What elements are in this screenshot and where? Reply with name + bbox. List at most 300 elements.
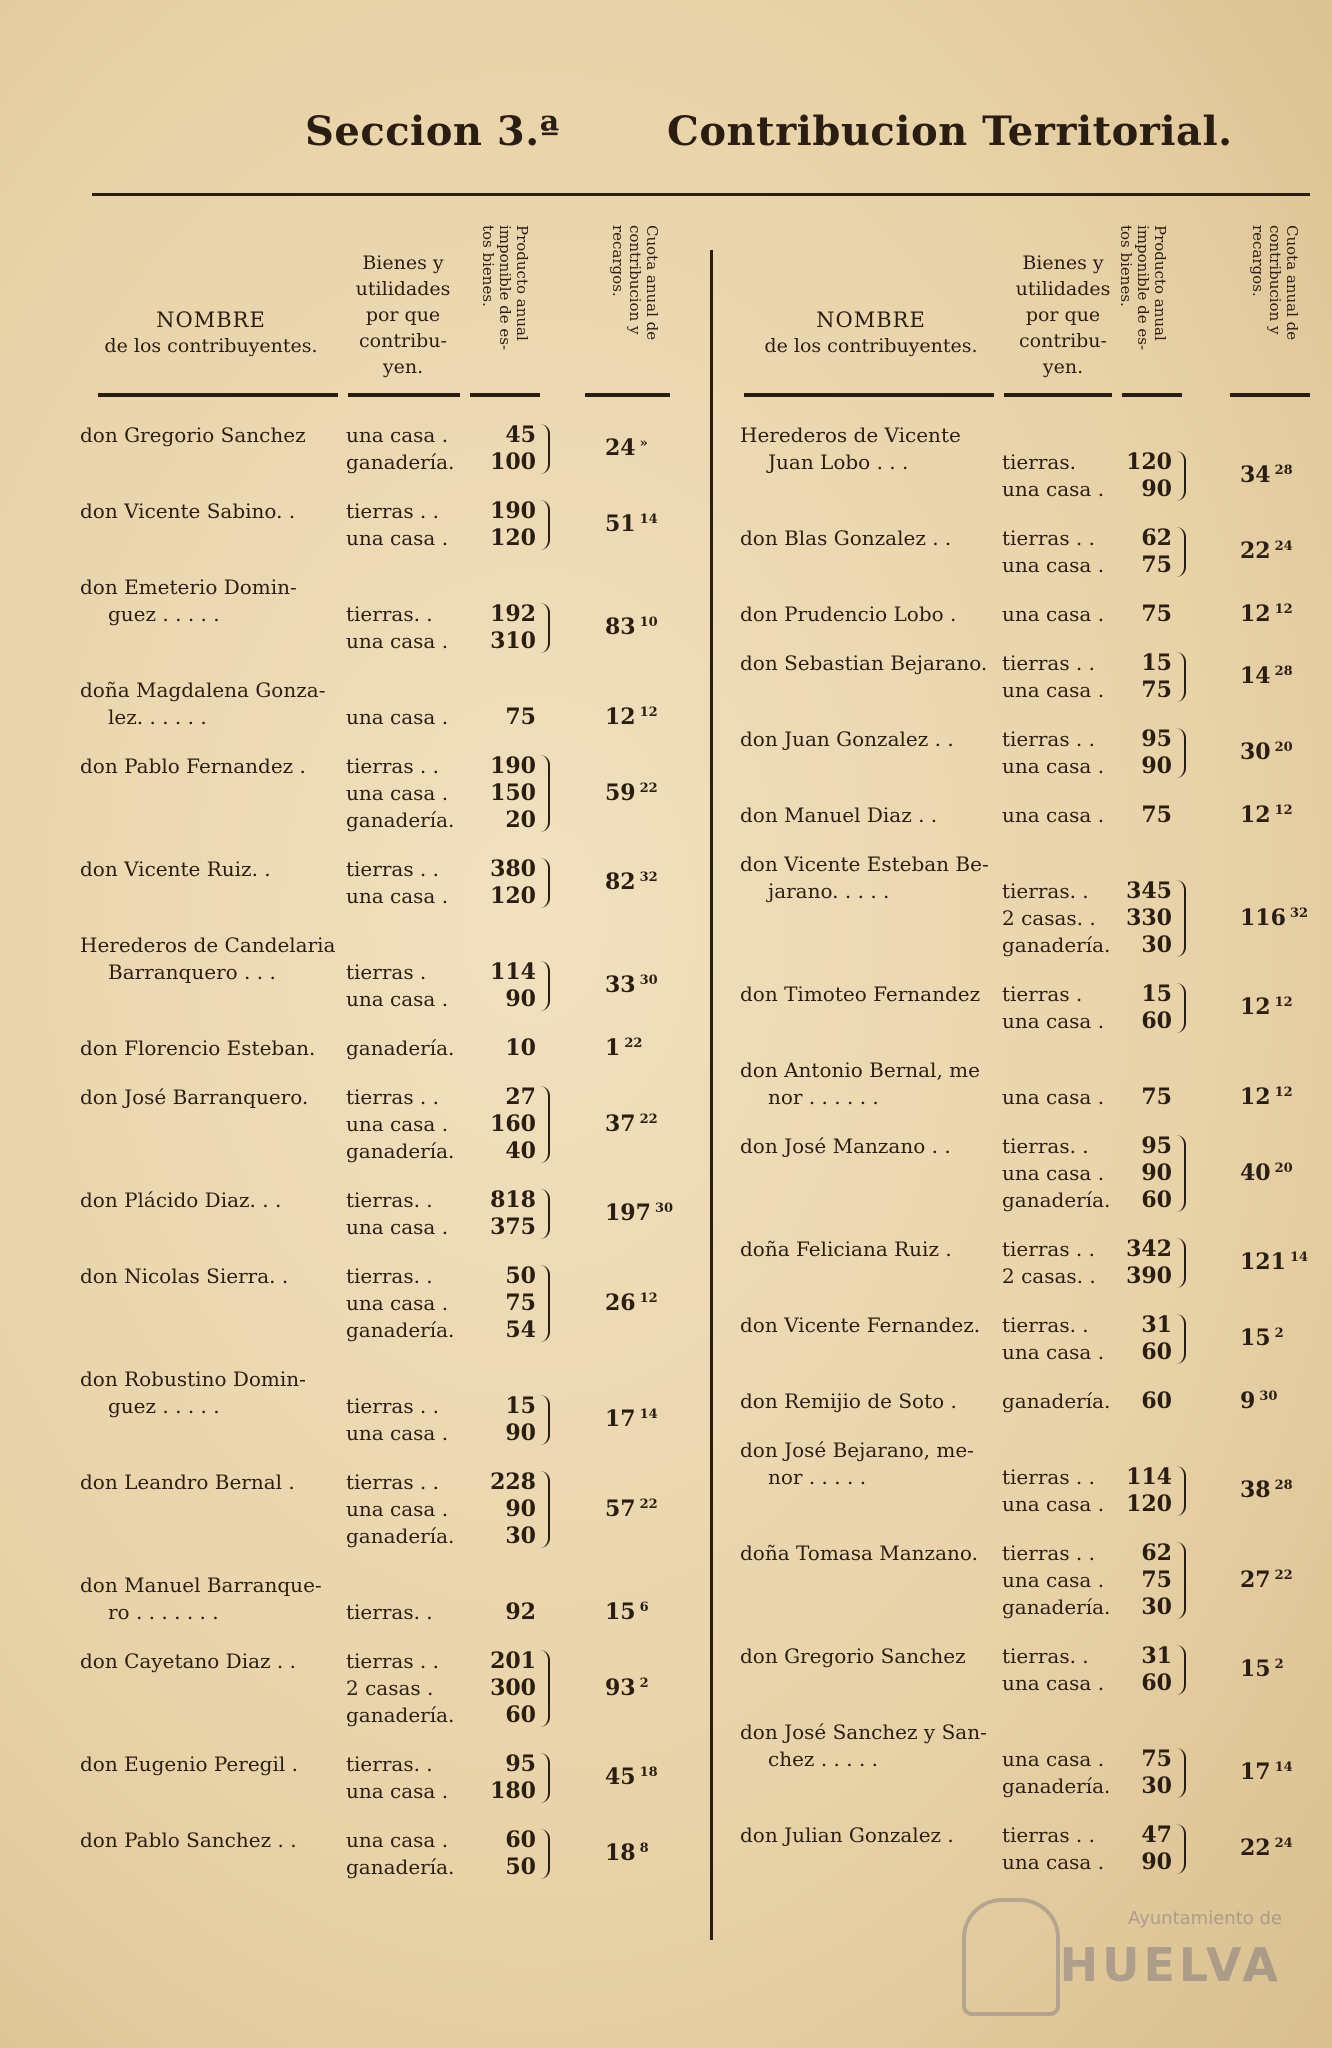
bienes-cell: una casa . xyxy=(346,884,449,908)
table-row xyxy=(740,525,1315,579)
entry-line xyxy=(80,1469,672,1496)
bienes-cell: una casa . xyxy=(1002,1492,1105,1516)
cuota-value: 30 xyxy=(1240,739,1271,765)
header-producto-line: Producto anual xyxy=(513,225,531,341)
producto-cell: 114 xyxy=(490,959,536,985)
bienes-cell: tierras. . xyxy=(346,1188,433,1212)
producto-cell: 120 xyxy=(490,883,536,909)
table-row xyxy=(80,1187,672,1241)
bienes-cell: tierras . . xyxy=(346,1649,440,1673)
header-bienes xyxy=(1002,250,1124,380)
contributor-name: don José Barranquero. xyxy=(80,1085,309,1109)
header-producto xyxy=(1112,225,1168,383)
producto-cell: 390 xyxy=(1126,1263,1172,1289)
entry-line xyxy=(80,1854,672,1881)
contributor-name: don Vicente Fernandez. xyxy=(740,1313,981,1337)
cuota-cents: 12 xyxy=(1274,995,1293,1010)
producto-cell: 30 xyxy=(1141,932,1172,958)
cuota-cell xyxy=(605,1496,658,1522)
cuota-value: 12 xyxy=(1240,801,1271,828)
entry-line xyxy=(740,1437,1315,1464)
contributor-name: don Prudencio Lobo . xyxy=(740,602,957,626)
cuota-cell xyxy=(605,1200,673,1226)
entry-line xyxy=(80,1317,672,1344)
bienes-cell: 2 casas. . xyxy=(1002,1264,1096,1288)
contributor-name: chez . . . . . xyxy=(768,1747,879,1771)
entry-line xyxy=(740,1643,1315,1670)
contributor-name: lez. . . . . . xyxy=(108,705,207,729)
table-row xyxy=(740,601,1315,628)
cuota-cents: 14 xyxy=(1274,1760,1293,1775)
header-rule xyxy=(470,393,540,397)
entry-line xyxy=(740,1008,1315,1035)
entry-line xyxy=(740,1849,1315,1876)
header-nombre-title: NOMBRE xyxy=(156,308,266,332)
header-bienes-line: por que xyxy=(1025,304,1101,326)
brace-icon xyxy=(540,1829,550,1879)
bienes-cell: tierras. xyxy=(1002,450,1076,474)
cuota-cents: 18 xyxy=(639,1765,658,1780)
bienes-cell: tierras . . xyxy=(346,1470,440,1494)
contributor-name: don Vicente Sabino. . xyxy=(80,499,296,523)
bienes-cell: una casa . xyxy=(1002,678,1105,702)
entry-line xyxy=(740,1339,1315,1366)
brace-icon xyxy=(1176,527,1186,577)
table-row xyxy=(740,1437,1315,1518)
entry-line xyxy=(80,704,672,731)
contributor-name: don Julian Gonzalez . xyxy=(740,1823,954,1847)
brace-icon xyxy=(1176,652,1186,702)
header-rule xyxy=(1122,393,1182,397)
cuota-cell xyxy=(605,614,658,640)
producto-cell: 90 xyxy=(505,1496,536,1522)
cuota-value: 121 xyxy=(1240,1249,1286,1275)
cuota-cell xyxy=(605,511,658,537)
contributor-name: don Sebastian Bejarano. xyxy=(740,651,988,675)
entry-line xyxy=(80,1827,672,1854)
producto-cell: 50 xyxy=(505,1854,536,1880)
cuota-value: 38 xyxy=(1240,1477,1271,1503)
entry-line xyxy=(740,1388,1315,1415)
cuota-value: 37 xyxy=(605,1110,636,1137)
contributor-name: don Nicolas Sierra. . xyxy=(80,1264,289,1288)
header-nombre-sub: de los contribuyentes. xyxy=(104,335,318,357)
cuota-cents: » xyxy=(639,436,648,451)
brace-icon xyxy=(540,1650,550,1727)
header-nombre xyxy=(80,307,342,359)
producto-cell: 310 xyxy=(490,628,536,654)
cuota-cell xyxy=(605,1406,658,1432)
header-cuota-line: Cuota anual de xyxy=(1283,225,1301,341)
producto-cell: 50 xyxy=(505,1263,536,1289)
bienes-cell: una casa . xyxy=(1002,1085,1105,1109)
cuota-cell xyxy=(605,435,648,461)
cuota-cents: 10 xyxy=(639,615,658,630)
producto-cell: 201 xyxy=(490,1648,536,1674)
bienes-cell: una casa . xyxy=(1002,754,1105,778)
producto-cell: 95 xyxy=(1141,726,1172,752)
producto-cell: 120 xyxy=(1126,1491,1172,1517)
cuota-value: 34 xyxy=(1240,462,1271,488)
cuota-value: 59 xyxy=(605,779,636,806)
entry-line xyxy=(80,1084,672,1111)
cuota-value: 9 xyxy=(1240,1387,1256,1414)
producto-cell: 60 xyxy=(1141,1670,1172,1696)
entry-line xyxy=(740,851,1315,878)
header-rule xyxy=(1004,393,1112,397)
bienes-cell: tierras . . xyxy=(1002,727,1096,751)
watermark-line2: HUELVA xyxy=(1059,1938,1282,1992)
entry-line xyxy=(80,1496,672,1523)
producto-cell: 120 xyxy=(490,525,536,551)
producto-cell: 90 xyxy=(1141,1160,1172,1186)
brace-icon xyxy=(540,858,550,908)
producto-cell: 62 xyxy=(1141,525,1172,551)
cuota-cell xyxy=(1240,1325,1284,1351)
header-rule xyxy=(585,393,670,397)
table-row xyxy=(740,1822,1315,1876)
producto-cell: 62 xyxy=(1141,1540,1172,1566)
cuota-cell xyxy=(1240,601,1293,627)
entry-line xyxy=(740,1263,1315,1290)
cuota-value: 40 xyxy=(1240,1159,1271,1186)
cuota-value: 15 xyxy=(1240,1656,1271,1682)
producto-cell: 375 xyxy=(490,1214,536,1240)
entry-line xyxy=(80,525,672,552)
table-row xyxy=(80,1035,672,1062)
bienes-cell: ganadería. xyxy=(346,808,455,832)
bienes-cell: una casa . xyxy=(346,1828,449,1852)
cuota-cents: 12 xyxy=(1274,601,1293,617)
brace-icon xyxy=(1176,1748,1186,1798)
entry-line xyxy=(740,802,1315,829)
cuota-cents: 22 xyxy=(1274,1567,1293,1583)
crest-icon xyxy=(962,1898,1060,2016)
cuota-value: 18 xyxy=(605,1840,636,1866)
entry-line xyxy=(740,1540,1315,1567)
brace-icon xyxy=(1176,880,1186,957)
entry-line xyxy=(80,883,672,910)
bienes-cell: ganadería. xyxy=(346,1524,455,1548)
cuota-value: 26 xyxy=(605,1289,636,1316)
bienes-cell: tierras. . xyxy=(1002,1644,1089,1668)
cuota-cents: 30 xyxy=(654,1201,674,1216)
bienes-cell: ganadería. xyxy=(346,1855,455,1879)
entry-line xyxy=(740,753,1315,780)
cuota-cents: 8 xyxy=(639,1841,649,1856)
table-row xyxy=(80,753,672,834)
entry-line xyxy=(740,1464,1315,1491)
bienes-cell: tierras . . xyxy=(1002,1541,1096,1565)
producto-cell: 818 xyxy=(490,1187,536,1213)
bienes-cell: una casa . xyxy=(1002,602,1105,626)
entry-line xyxy=(740,422,1315,449)
producto-cell: 75 xyxy=(1141,601,1172,627)
producto-cell: 90 xyxy=(1141,1849,1172,1875)
contributor-name: don Manuel Diaz . . xyxy=(740,803,938,827)
brace-icon xyxy=(1176,451,1186,501)
entry-line xyxy=(80,498,672,525)
entry-line xyxy=(740,981,1315,1008)
cuota-value: 12 xyxy=(605,703,636,730)
entries-left xyxy=(80,422,672,1881)
entry-line xyxy=(80,1572,672,1599)
contributor-name: don Plácido Diaz. . . xyxy=(80,1188,282,1212)
cuota-cents: 30 xyxy=(1259,1388,1278,1404)
bienes-cell: ganadería. xyxy=(346,1318,455,1342)
header-cuota-line: Cuota anual de xyxy=(643,225,661,341)
cuota-value: 45 xyxy=(605,1764,636,1790)
brace-icon xyxy=(1176,983,1186,1033)
bienes-cell: tierras . . xyxy=(346,1394,440,1418)
entry-line xyxy=(740,1187,1315,1214)
producto-cell: 300 xyxy=(490,1675,536,1701)
header-bienes-line: por que xyxy=(365,304,441,326)
header-bienes-line: contribu- xyxy=(359,330,447,352)
cuota-cell xyxy=(1240,802,1293,828)
column-divider xyxy=(710,250,713,1940)
table-row xyxy=(740,802,1315,829)
bienes-cell: una casa . xyxy=(346,781,449,805)
header-rule xyxy=(98,393,338,397)
entry-line xyxy=(740,449,1315,476)
producto-cell: 100 xyxy=(490,449,536,475)
bienes-cell: tierras . xyxy=(346,960,427,984)
table-row xyxy=(80,498,672,552)
producto-cell: 15 xyxy=(1141,981,1172,1007)
entry-line xyxy=(80,449,672,476)
cuota-cell xyxy=(1240,1759,1293,1785)
producto-cell: 95 xyxy=(1141,1133,1172,1159)
cuota-cell xyxy=(605,704,658,730)
header-rule xyxy=(744,393,994,397)
brace-icon xyxy=(540,755,550,832)
producto-cell: 330 xyxy=(1126,905,1172,931)
header-bienes-line: utilidades xyxy=(355,278,451,300)
producto-cell: 95 xyxy=(505,1751,536,1777)
cuota-cell xyxy=(1240,462,1293,488)
bienes-cell: tierras. . xyxy=(346,602,433,626)
brace-icon xyxy=(540,1189,550,1239)
brace-icon xyxy=(540,1471,550,1548)
brace-icon xyxy=(1176,1824,1186,1874)
cuota-value: 17 xyxy=(605,1406,636,1432)
bienes-cell: tierras. . xyxy=(1002,879,1089,903)
table-row xyxy=(740,1057,1315,1111)
entry-line xyxy=(740,1057,1315,1084)
cuota-cents: 28 xyxy=(1274,664,1293,679)
title-rule xyxy=(92,193,1310,196)
table-row xyxy=(740,1719,1315,1800)
entry-line xyxy=(740,1084,1315,1111)
entry-line xyxy=(80,856,672,883)
contributor-name: don Pablo Sanchez . . xyxy=(80,1828,297,1852)
header-bienes-line: yen. xyxy=(382,356,424,378)
producto-cell: 192 xyxy=(490,601,536,627)
producto-cell: 30 xyxy=(1141,1773,1172,1799)
contributor-name: guez . . . . . xyxy=(108,1394,220,1418)
bienes-cell: tierras. . xyxy=(1002,1134,1089,1158)
bienes-cell: tierras . . xyxy=(346,857,440,881)
producto-cell: 92 xyxy=(505,1599,536,1625)
bienes-cell: una casa . xyxy=(346,705,449,729)
entry-line xyxy=(80,1778,672,1805)
contributor-name: don Remijio de Soto . xyxy=(740,1389,957,1413)
producto-cell: 45 xyxy=(505,422,536,448)
contributor-name: guez . . . . . xyxy=(108,602,220,626)
entry-line xyxy=(80,1214,672,1241)
entry-line xyxy=(80,1393,672,1420)
brace-icon xyxy=(1176,728,1186,778)
cuota-cents: 20 xyxy=(1274,1160,1293,1176)
entry-line xyxy=(80,1263,672,1290)
contributor-name: don Vicente Ruiz. . xyxy=(80,857,271,881)
brace-icon xyxy=(1176,1135,1186,1212)
table-row xyxy=(740,1540,1315,1621)
bienes-cell: tierras . . xyxy=(1002,1237,1096,1261)
entry-line xyxy=(740,1670,1315,1697)
cuota-cell xyxy=(605,972,658,998)
entry-line xyxy=(740,1719,1315,1746)
entry-line xyxy=(80,1138,672,1165)
cuota-value: 12 xyxy=(1240,994,1271,1020)
cuota-value: 15 xyxy=(605,1598,636,1625)
bienes-cell: ganadería. xyxy=(346,1139,455,1163)
watermark-line1: Ayuntamiento de xyxy=(1128,1908,1282,1929)
bienes-cell: una casa . xyxy=(1002,553,1105,577)
cuota-cell xyxy=(1240,1084,1293,1110)
table-row xyxy=(80,1084,672,1165)
right-table xyxy=(740,215,1315,1898)
cuota-cents: 6 xyxy=(639,1599,649,1615)
cuota-cents: 2 xyxy=(1274,1326,1284,1341)
section-title: Seccion 3.ª xyxy=(305,108,560,155)
bienes-cell: una casa . xyxy=(1002,1340,1105,1364)
header-cuota-line: recargos. xyxy=(1249,225,1267,297)
bienes-cell: una casa . xyxy=(1002,1850,1105,1874)
bienes-cell: tierras . . xyxy=(346,1085,440,1109)
contributor-name: don José Sanchez y San- xyxy=(740,1720,987,1744)
table-row xyxy=(80,1469,672,1550)
header-producto-line: tos bienes. xyxy=(479,225,497,307)
producto-cell: 30 xyxy=(1141,1594,1172,1620)
brace-icon xyxy=(540,1086,550,1163)
cuota-value: 14 xyxy=(1240,663,1271,689)
brace-icon xyxy=(540,961,550,1011)
producto-cell: 60 xyxy=(1141,1008,1172,1034)
header-bienes-line: Bienes y xyxy=(362,252,444,274)
entries-right xyxy=(740,422,1315,1876)
cuota-value: 82 xyxy=(605,869,636,895)
entry-line xyxy=(80,932,672,959)
cuota-cell xyxy=(1240,1567,1293,1593)
cuota-cell xyxy=(605,780,658,806)
producto-cell: 190 xyxy=(490,753,536,779)
producto-cell: 60 xyxy=(1141,1388,1172,1414)
producto-cell: 15 xyxy=(1141,650,1172,676)
header-cuota-line: recargos. xyxy=(609,225,627,297)
producto-cell: 120 xyxy=(1126,449,1172,475)
table-row xyxy=(740,1643,1315,1697)
bienes-cell: una casa . xyxy=(346,1291,449,1315)
bienes-cell: una casa . xyxy=(346,1421,449,1445)
table-row xyxy=(740,1133,1315,1214)
producto-cell: 342 xyxy=(1126,1236,1172,1262)
entry-line xyxy=(740,905,1315,932)
contributor-name: doña Magdalena Gonza- xyxy=(80,678,326,702)
header-nombre-sub: de los contribuyentes. xyxy=(764,335,978,357)
producto-cell: 90 xyxy=(1141,753,1172,779)
contributor-name: don Manuel Barranque- xyxy=(80,1573,322,1597)
contributor-name: jarano. . . . . xyxy=(768,879,890,903)
entry-line xyxy=(80,1290,672,1317)
cuota-value: 22 xyxy=(1240,538,1271,564)
table-row xyxy=(80,1751,672,1805)
contributor-name: Barranquero . . . xyxy=(108,960,276,984)
producto-cell: 31 xyxy=(1141,1312,1172,1338)
bienes-cell: tierras. . xyxy=(1002,1313,1089,1337)
cuota-cell xyxy=(1240,663,1293,689)
bienes-cell: ganadería. xyxy=(1002,1188,1111,1212)
cuota-cell xyxy=(605,869,658,895)
bienes-cell: una casa . xyxy=(346,423,449,447)
contributor-name: Juan Lobo . . . xyxy=(768,450,909,474)
producto-cell: 75 xyxy=(1141,1567,1172,1593)
cuota-value: 93 xyxy=(605,1674,636,1701)
contributor-name: don Antonio Bernal, me xyxy=(740,1058,980,1082)
entry-line xyxy=(740,1491,1315,1518)
bienes-cell: tierras . . xyxy=(1002,526,1096,550)
entry-line xyxy=(740,476,1315,503)
contributor-name: don Leandro Bernal . xyxy=(80,1470,295,1494)
producto-cell: 30 xyxy=(505,1523,536,1549)
entry-line xyxy=(80,780,672,807)
bienes-cell: ganadería. xyxy=(346,1703,455,1727)
producto-cell: 114 xyxy=(1126,1464,1172,1490)
header-rule xyxy=(1230,393,1310,397)
producto-cell: 54 xyxy=(505,1317,536,1343)
cuota-cents: 2 xyxy=(1274,1657,1284,1672)
header-producto-line: tos bienes. xyxy=(1117,225,1135,307)
entry-line xyxy=(80,959,672,986)
entry-line xyxy=(80,1599,672,1626)
cuota-cents: 12 xyxy=(639,1290,658,1306)
brace-icon xyxy=(1176,1238,1186,1288)
cuota-cents: 20 xyxy=(1274,740,1293,755)
entry-line xyxy=(740,1312,1315,1339)
entry-line xyxy=(80,1523,672,1550)
brace-icon xyxy=(540,424,550,474)
brace-icon xyxy=(540,500,550,550)
cuota-value: 15 xyxy=(1240,1325,1271,1351)
bienes-cell: ganadería. xyxy=(346,1036,455,1060)
table-row xyxy=(80,574,672,655)
cuota-cents: 22 xyxy=(639,1496,658,1512)
header-bienes-line: contribu- xyxy=(1019,330,1107,352)
entry-line xyxy=(80,986,672,1013)
cuota-value: 22 xyxy=(1240,1835,1271,1861)
contributor-name: nor . . . . . xyxy=(768,1465,867,1489)
contributor-name: don Timoteo Fernandez xyxy=(740,982,981,1006)
producto-cell: 380 xyxy=(490,856,536,882)
bienes-cell: una casa . xyxy=(346,1497,449,1521)
table-row xyxy=(740,650,1315,704)
cuota-value: 33 xyxy=(605,972,636,998)
entry-line xyxy=(740,1594,1315,1621)
cuota-value: 1 xyxy=(605,1034,621,1061)
table-row xyxy=(80,1648,672,1729)
header-producto-line: imponible de es- xyxy=(1134,225,1152,351)
